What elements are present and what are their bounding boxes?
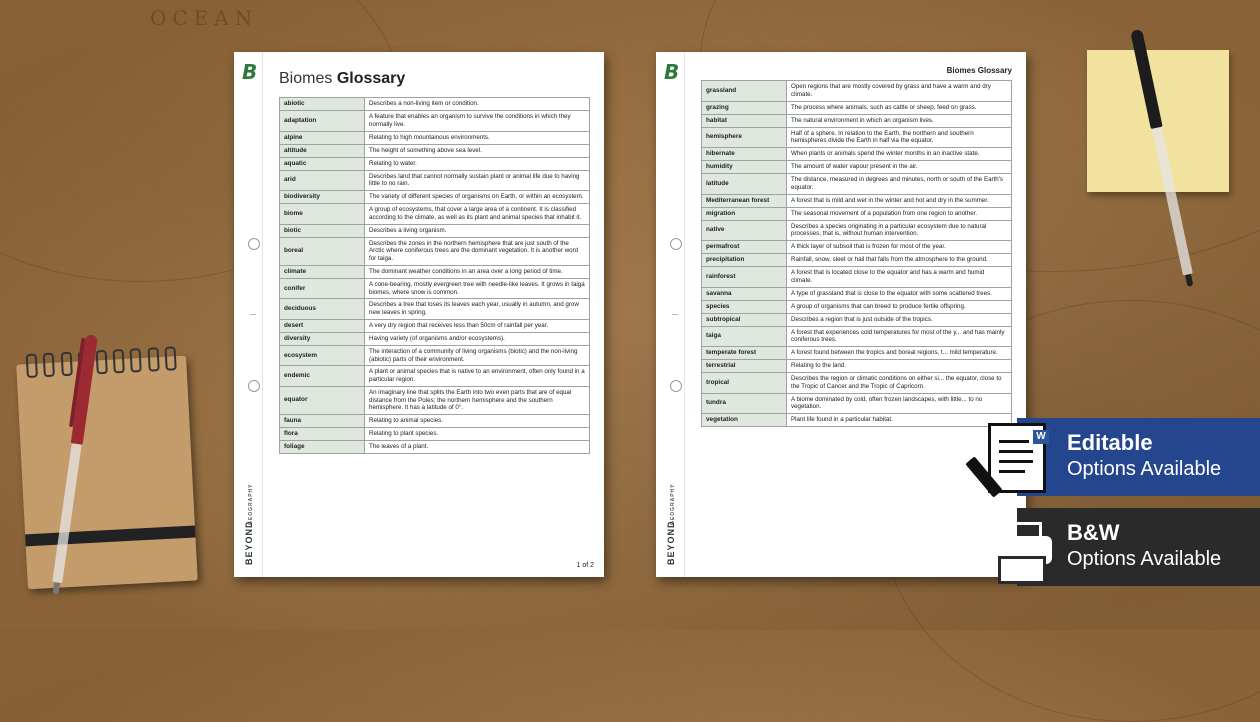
glossary-term: precipitation — [702, 254, 787, 267]
glossary-row — [702, 254, 1012, 267]
glossary-definition: A biome dominated by cold, often frozen landscapes, with little... to no vegetation. — [787, 393, 1012, 414]
glossary-term: taiga — [702, 326, 787, 347]
glossary-definition: The natural environment in which an organism lives. — [787, 114, 1012, 127]
glossary-definition: A plant or animal species that is native to an environment, often only found in a particular region. — [365, 366, 590, 387]
glossary-definition: The leaves of a plant. — [365, 441, 590, 454]
glossary-term: humidity — [702, 161, 787, 174]
glossary-term: arid — [280, 170, 365, 191]
punch-hole-icon — [670, 380, 682, 392]
map-ocean-label: OCEAN — [150, 6, 259, 30]
glossary-term: alpine — [280, 131, 365, 144]
glossary-term: vegetation — [702, 414, 787, 427]
glossary-definition: Rainfall, snow, sleet or hail that falls from the atmosphere to the ground. — [787, 254, 1012, 267]
editable-badge[interactable] — [1017, 418, 1260, 496]
glossary-row — [280, 224, 590, 237]
glossary-definition: The dominant weather conditions in an area over a long period of time. — [365, 265, 590, 278]
glossary-definition: The process where animals, such as cattle or sheep, feed on grass. — [787, 101, 1012, 114]
glossary-definition: Plant life found in a particular habitat. — [787, 414, 1012, 427]
notepad-spiral — [26, 346, 177, 374]
glossary-term: diversity — [280, 332, 365, 345]
glossary-definition: The variety of different species of organisms on Earth, or within an ecosystem. — [365, 191, 590, 204]
margin-mark — [672, 314, 678, 315]
glossary-row — [702, 101, 1012, 114]
glossary-term: conifer — [280, 278, 365, 299]
notepad — [16, 356, 198, 590]
glossary-definition: A forest that experiences cold temperatures for most of the y... and has mainly coniferous trees. — [787, 326, 1012, 347]
glossary-row — [280, 265, 590, 278]
word-letter: W — [1033, 430, 1049, 444]
glossary-definition: Describes the region or climatic conditions on either si... the equator, close to the Tropic of Cancer and the Tropic of Capricorn. — [787, 373, 1012, 394]
glossary-definition: A group of organisms that can breed to produce fertile offspring. — [787, 300, 1012, 313]
brand-name: BEYOND — [244, 520, 254, 565]
glossary-row — [702, 174, 1012, 195]
glossary-row — [702, 360, 1012, 373]
badge-subtitle: Options Available — [1067, 548, 1222, 570]
page-title — [279, 70, 405, 88]
glossary-definition: The distance, measured in degrees and minutes, north or south of the Earth's equator. — [787, 174, 1012, 195]
glossary-definition: Relating to high mountainous environments. — [365, 131, 590, 144]
glossary-term: biodiversity — [280, 191, 365, 204]
glossary-row — [702, 220, 1012, 241]
glossary-definition: A type of grassland that is close to the equator with some scattered trees. — [787, 287, 1012, 300]
glossary-term: grazing — [702, 101, 787, 114]
glossary-row — [280, 191, 590, 204]
glossary-row — [280, 415, 590, 428]
glossary-term: permafrost — [702, 241, 787, 254]
bw-badge[interactable] — [1017, 508, 1260, 586]
glossary-term: subtropical — [702, 313, 787, 326]
punch-hole-icon — [248, 238, 260, 250]
glossary-row — [702, 287, 1012, 300]
glossary-term: aquatic — [280, 157, 365, 170]
glossary-row — [280, 345, 590, 366]
glossary-definition: An imaginary line that splits the Earth into two even parts that are of equal distance from the Poles; the northern hemisphere and the southern hemisphere. It has a latitude of 0°. — [365, 386, 590, 414]
glossary-row — [280, 428, 590, 441]
glossary-definition: Relating to water. — [365, 157, 590, 170]
brand-subject: GEOGRAPHY — [248, 483, 254, 525]
glossary-term: species — [702, 300, 787, 313]
glossary-definition: A thick layer of subsoil that is frozen for most of the year. — [787, 241, 1012, 254]
glossary-term: biotic — [280, 224, 365, 237]
page-header: Biomes Glossary — [946, 66, 1012, 75]
glossary-definition: A feature that enables an organism to survive the conditions in which they normally live. — [365, 111, 590, 132]
brand-vertical — [662, 445, 678, 565]
glossary-row — [702, 373, 1012, 394]
glossary-table — [701, 80, 1012, 427]
glossary-row — [702, 127, 1012, 148]
glossary-row — [280, 319, 590, 332]
glossary-row — [280, 170, 590, 191]
glossary-table — [279, 97, 590, 454]
glossary-row — [280, 386, 590, 414]
glossary-definition: A cone-bearing, mostly evergreen tree with needle-like leaves. It grows in taiga biomes, where snow is common. — [365, 278, 590, 299]
glossary-row — [702, 393, 1012, 414]
punch-hole-icon — [248, 380, 260, 392]
glossary-row — [280, 98, 590, 111]
glossary-term: biome — [280, 204, 365, 225]
glossary-term: foliage — [280, 441, 365, 454]
glossary-row — [702, 207, 1012, 220]
glossary-row — [702, 414, 1012, 427]
glossary-term: endemic — [280, 366, 365, 387]
glossary-definition: Half of a sphere. In relation to the Earth, the northern and southern hemispheres divide the Earth in half via the equator. — [787, 127, 1012, 148]
glossary-definition: The seasonal movement of a population from one region to another. — [787, 207, 1012, 220]
page-number: 1 of 2 — [576, 562, 594, 569]
glossary-term: deciduous — [280, 299, 365, 320]
printer-icon — [986, 522, 1052, 578]
glossary-term: habitat — [702, 114, 787, 127]
glossary-definition: Describes land that cannot normally sustain plant or animal life due to having little to no rain. — [365, 170, 590, 191]
glossary-term: temperate forest — [702, 347, 787, 360]
glossary-row — [702, 148, 1012, 161]
glossary-definition: The interaction of a community of living organisms (biotic) and the non-living (abiotic) parts of their environment. — [365, 345, 590, 366]
glossary-term: savanna — [702, 287, 787, 300]
glossary-term: equator — [280, 386, 365, 414]
glossary-definition: Describes a region that is just outside of the tropics. — [787, 313, 1012, 326]
glossary-definition: Open regions that are mostly covered by grass and have a warm and dry climate. — [787, 81, 1012, 102]
glossary-definition: The amount of water vapour present in the air. — [787, 161, 1012, 174]
glossary-definition: Relating to the land. — [787, 360, 1012, 373]
glossary-definition: Describes a living organism. — [365, 224, 590, 237]
glossary-row — [280, 144, 590, 157]
glossary-row — [702, 347, 1012, 360]
beyond-logo-icon: B — [664, 60, 680, 84]
glossary-row — [280, 157, 590, 170]
glossary-definition: Describes a non-living item or condition. — [365, 98, 590, 111]
glossary-row — [702, 267, 1012, 288]
glossary-term: climate — [280, 265, 365, 278]
glossary-definition: A forest that is mild and wet in the winter and hot and dry in the summer. — [787, 194, 1012, 207]
glossary-definition: A forest found between the tropics and boreal regions, t... mild temperature. — [787, 347, 1012, 360]
glossary-row — [702, 313, 1012, 326]
glossary-term: tundra — [702, 393, 787, 414]
glossary-row — [280, 278, 590, 299]
glossary-page-1 — [234, 52, 604, 577]
glossary-definition: Relating to plant species. — [365, 428, 590, 441]
glossary-row — [702, 300, 1012, 313]
glossary-term: adaptation — [280, 111, 365, 132]
glossary-row — [702, 194, 1012, 207]
glossary-row — [702, 161, 1012, 174]
glossary-definition: Describes a species originating in a particular ecosystem due to natural processes, that is, without human intervention. — [787, 220, 1012, 241]
glossary-row — [280, 366, 590, 387]
glossary-term: migration — [702, 207, 787, 220]
brand-name: BEYOND — [666, 520, 676, 565]
glossary-term: native — [702, 220, 787, 241]
glossary-term: fauna — [280, 415, 365, 428]
glossary-row — [280, 332, 590, 345]
glossary-row — [702, 81, 1012, 102]
glossary-term: boreal — [280, 237, 365, 265]
title-light: Biomes — [279, 70, 333, 87]
glossary-row — [280, 237, 590, 265]
glossary-definition: Describes the zones in the northern hemisphere that are just south of the Arctic where coniferous trees are the dominant vegetation. It is another word for taiga. — [365, 237, 590, 265]
margin-mark — [250, 314, 256, 315]
glossary-definition: Having variety (of organisms and/or ecosystems). — [365, 332, 590, 345]
glossary-term: tropical — [702, 373, 787, 394]
punch-hole-icon — [670, 238, 682, 250]
glossary-definition: A group of ecosystems, that cover a large area of a continent. It is classified according to the climate, as well as its plant and animal species that inhabit it. — [365, 204, 590, 225]
glossary-term: desert — [280, 319, 365, 332]
glossary-definition: Relating to animal species. — [365, 415, 590, 428]
glossary-row — [702, 114, 1012, 127]
glossary-term: latitude — [702, 174, 787, 195]
glossary-term: hemisphere — [702, 127, 787, 148]
glossary-definition: A forest that is located close to the equator and has a warm and humid climate. — [787, 267, 1012, 288]
glossary-term: flora — [280, 428, 365, 441]
glossary-definition: Describes a tree that loses its leaves each year, usually in autumn, and grow new leaves in spring. — [365, 299, 590, 320]
glossary-row — [280, 299, 590, 320]
badge-title: B&W — [1067, 520, 1120, 545]
glossary-row — [280, 204, 590, 225]
brand-subject: GEOGRAPHY — [670, 483, 676, 525]
glossary-term: rainforest — [702, 267, 787, 288]
glossary-term: grassland — [702, 81, 787, 102]
glossary-page-2 — [656, 52, 1026, 577]
glossary-definition: A very dry region that receives less than 50cm of rainfall per year. — [365, 319, 590, 332]
glossary-row — [702, 326, 1012, 347]
badge-title: Editable — [1067, 430, 1153, 455]
glossary-row — [280, 441, 590, 454]
glossary-term: abiotic — [280, 98, 365, 111]
title-bold: Glossary — [336, 70, 406, 87]
glossary-row — [280, 111, 590, 132]
brand-vertical — [240, 445, 256, 565]
glossary-term: Mediterranean forest — [702, 194, 787, 207]
notepad-band — [25, 525, 195, 546]
glossary-row — [280, 131, 590, 144]
glossary-term: altitude — [280, 144, 365, 157]
glossary-term: ecosystem — [280, 345, 365, 366]
glossary-definition: When plants or animals spend the winter months in an inactive state. — [787, 148, 1012, 161]
badge-subtitle: Options Available — [1067, 458, 1222, 480]
glossary-row — [702, 241, 1012, 254]
glossary-term: terrestrial — [702, 360, 787, 373]
glossary-definition: The height of something above sea level. — [365, 144, 590, 157]
glossary-term: hibernate — [702, 148, 787, 161]
beyond-logo-icon: B — [242, 60, 258, 84]
